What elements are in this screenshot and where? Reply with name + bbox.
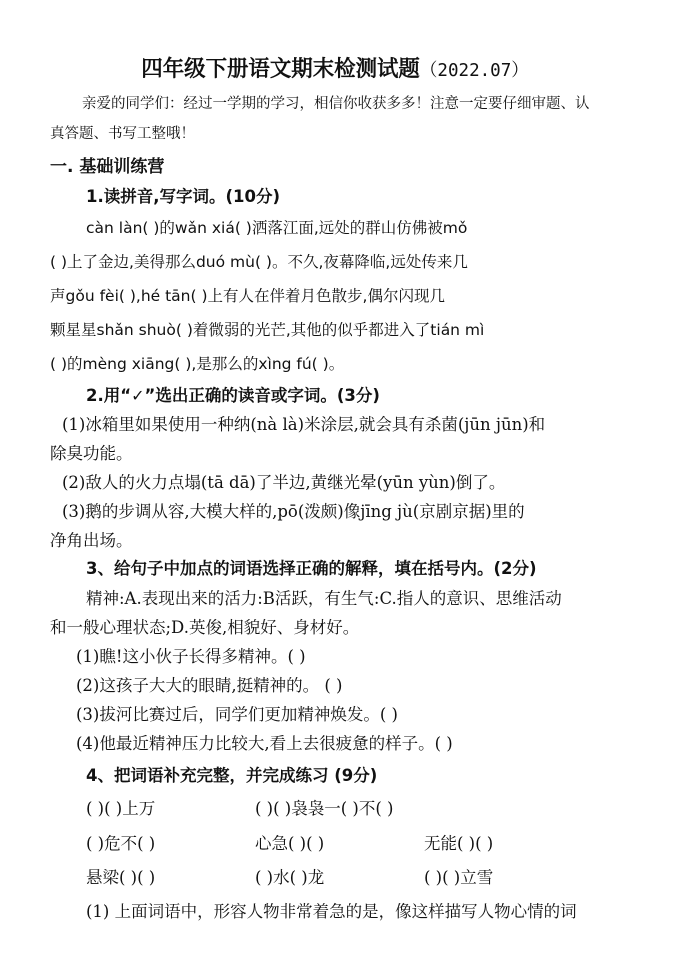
section-heading: 一. 基础训练营 [50,157,165,177]
q4-blank-5: 无能( )( ) [424,834,494,853]
q3-item-1: (1)瞧!这小伙子长得多精神。( ) [76,647,306,666]
q3-item-4: (4)他最近精神压力比较大,看上去很疲惫的样子。( ) [76,734,453,753]
q3-item-2: (2)这孩子大大的眼睛,挺精神的。 ( ) [76,676,343,695]
q3-item-3: (3)拔河比赛过后，同学们更加精神焕发。( ) [76,705,398,724]
exam-date: （2022.07） [419,60,529,81]
exam-title [0,52,670,83]
q1-line-2: ( )上了金边,美得那么duó mù( )。不久,夜幕降临,远处传来几 [50,253,468,271]
q2-item-1: (1)冰箱里如果使用一种纳(nà là)米涂层,就会具有杀菌(jūn jūn)和 [62,415,546,434]
q1-title: 1.读拼音,写字词。(10分) [86,187,281,206]
q2-item-3-cont: 净角出场。 [50,531,133,550]
q4-blank-1: ( )( )上万 [86,799,156,818]
q2-item-3: (3)鹅的步调从容,大模大样的,pō(泼颇)像jīng jù(京剧京据)里的 [62,502,525,521]
q1-line-4: 颗星星shǎn shuò( )着微弱的光芒,其他的似乎都进入了tián mì [50,321,485,339]
q2-title [86,382,380,406]
q4-exercise-line: (1) 上面词语中，形容人物非常着急的是，像这样描写人物心情的词 [86,902,577,921]
q2-title-post: ”选出正确的读音或字词。(3分) [144,386,380,405]
intro-line-2: 真答题、书写工整哦！ [50,126,195,142]
q3-definition-line-1: 精神:A.表现出来的活力:B活跃，有生气:C.指人的意识、思维活动 [86,589,562,608]
q4-blank-7: ( )水( )龙 [255,868,325,887]
check-mark-icon: ✓ [131,386,145,405]
q2-title-pre: 2.用“ [86,386,132,405]
q2-item-1-cont: 除臭功能。 [50,444,133,463]
q2-item-2: (2)敌人的火力点塌(tā dā)了半边,黄继光晕(yūn yùn)倒了。 [62,473,506,492]
q1-line-5: ( )的mèng xiāng( ),是那么的xìng fú( )。 [50,355,345,373]
q3-definition-line-2: 和一般心理状态;D.英俊,相貌好、身材好。 [50,618,360,637]
q4-blank-2: ( )( )袅袅一( )不( ) [255,799,394,818]
q3-title: 3、给句子中加点的词语选择正确的解释，填在括号内。(2分) [86,559,537,578]
q1-line-3: 声gǒu fèi( ),hé tān( )上有人在伴着月色散步,偶尔闪现几 [50,287,445,305]
q4-blank-4: 心急( )( ) [255,834,325,853]
exam-title-main: 四年级下册语文期末检测试题 [141,57,420,82]
q4-blank-8: ( )( )立雪 [424,868,494,887]
q4-title: 4、把词语补充完整，并完成练习 (9分) [86,766,378,785]
q4-blank-3: ( )危不( ) [86,834,156,853]
intro-line-1: 亲爱的同学们：经过一学期的学习，相信你收获多多！注意一定要仔细审题、认 [82,96,590,112]
q4-blank-6: 悬梁( )( ) [86,868,156,887]
q1-line-1: càn làn( )的wǎn xiá( )洒落江面,远处的群山仿佛被mǒ [86,219,468,237]
